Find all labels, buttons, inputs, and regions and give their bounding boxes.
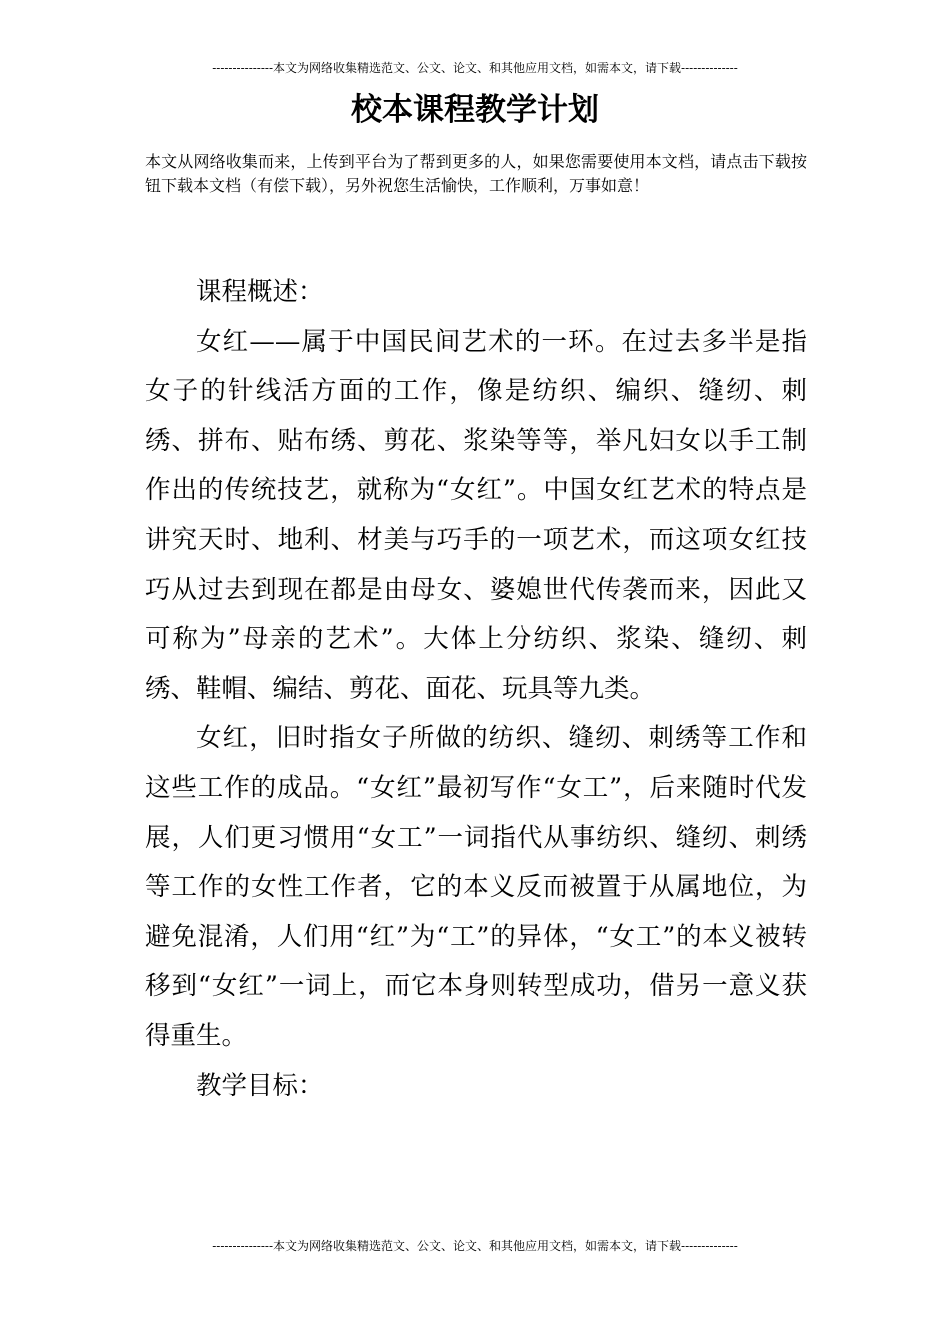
header-note: ---------------本文为网络收集精选范文、公文、论文、和其他应用文档，如需本文，请下载--------------: [212, 61, 738, 75]
paragraph-nuhong-intro: 女红——属于中国民间艺术的一环。在过去多半是指女子的针线活方面的工作，像是纺织、编织、缝纫、刺绣、拼布、贴布绣、剪花、浆染等等，举凡妇女以手工制作出的传统技艺，就称为“女红”。中国女红艺术的特点是讲究天时、地利、材美与巧手的一项艺术，而这项女红技巧从过去到现在都是由母女、婆媳世代传袭而来，因此又可称为”母亲的艺术”。大体上分纺织、浆染、缝纫、刺绣、鞋帽、编结、剪花、面花、玩具等九类。: [145, 326, 807, 704]
section-heading-objectives: 教学目标：: [196, 1070, 324, 1101]
footer-note: ---------------本文为网络收集精选范文、公文、论文、和其他应用文档，如需本文，请下载--------------: [212, 1239, 738, 1253]
document-title: 校本课程教学计划: [351, 92, 599, 128]
section-heading-overview: 课程概述：: [196, 277, 324, 307]
paragraph-nuhong-history: 女红，旧时指女子所做的纺织、缝纫、刺绣等工作和这些工作的成品。“女红”最初写作“女工”，后来随时代发展，人们更习惯用“女工”一词指代从事纺织、缝纫、刺绣等工作的女性工作者，它的本义反而被置于从属地位，为避免混淆，人们用“红”为“工”的异体，“女工”的本义被转移到“女红”一词上，而它本身则转型成功，借另一意义获得重生。: [145, 723, 807, 1051]
document-body: [145, 268, 807, 1111]
download-notice: 本文从网络收集而来，上传到平台为了帮到更多的人，如果您需要使用本文档，请点击下载按钮下载本文档（有偿下载），另外祝您生活愉快，工作顺利，万事如意！: [145, 152, 807, 195]
